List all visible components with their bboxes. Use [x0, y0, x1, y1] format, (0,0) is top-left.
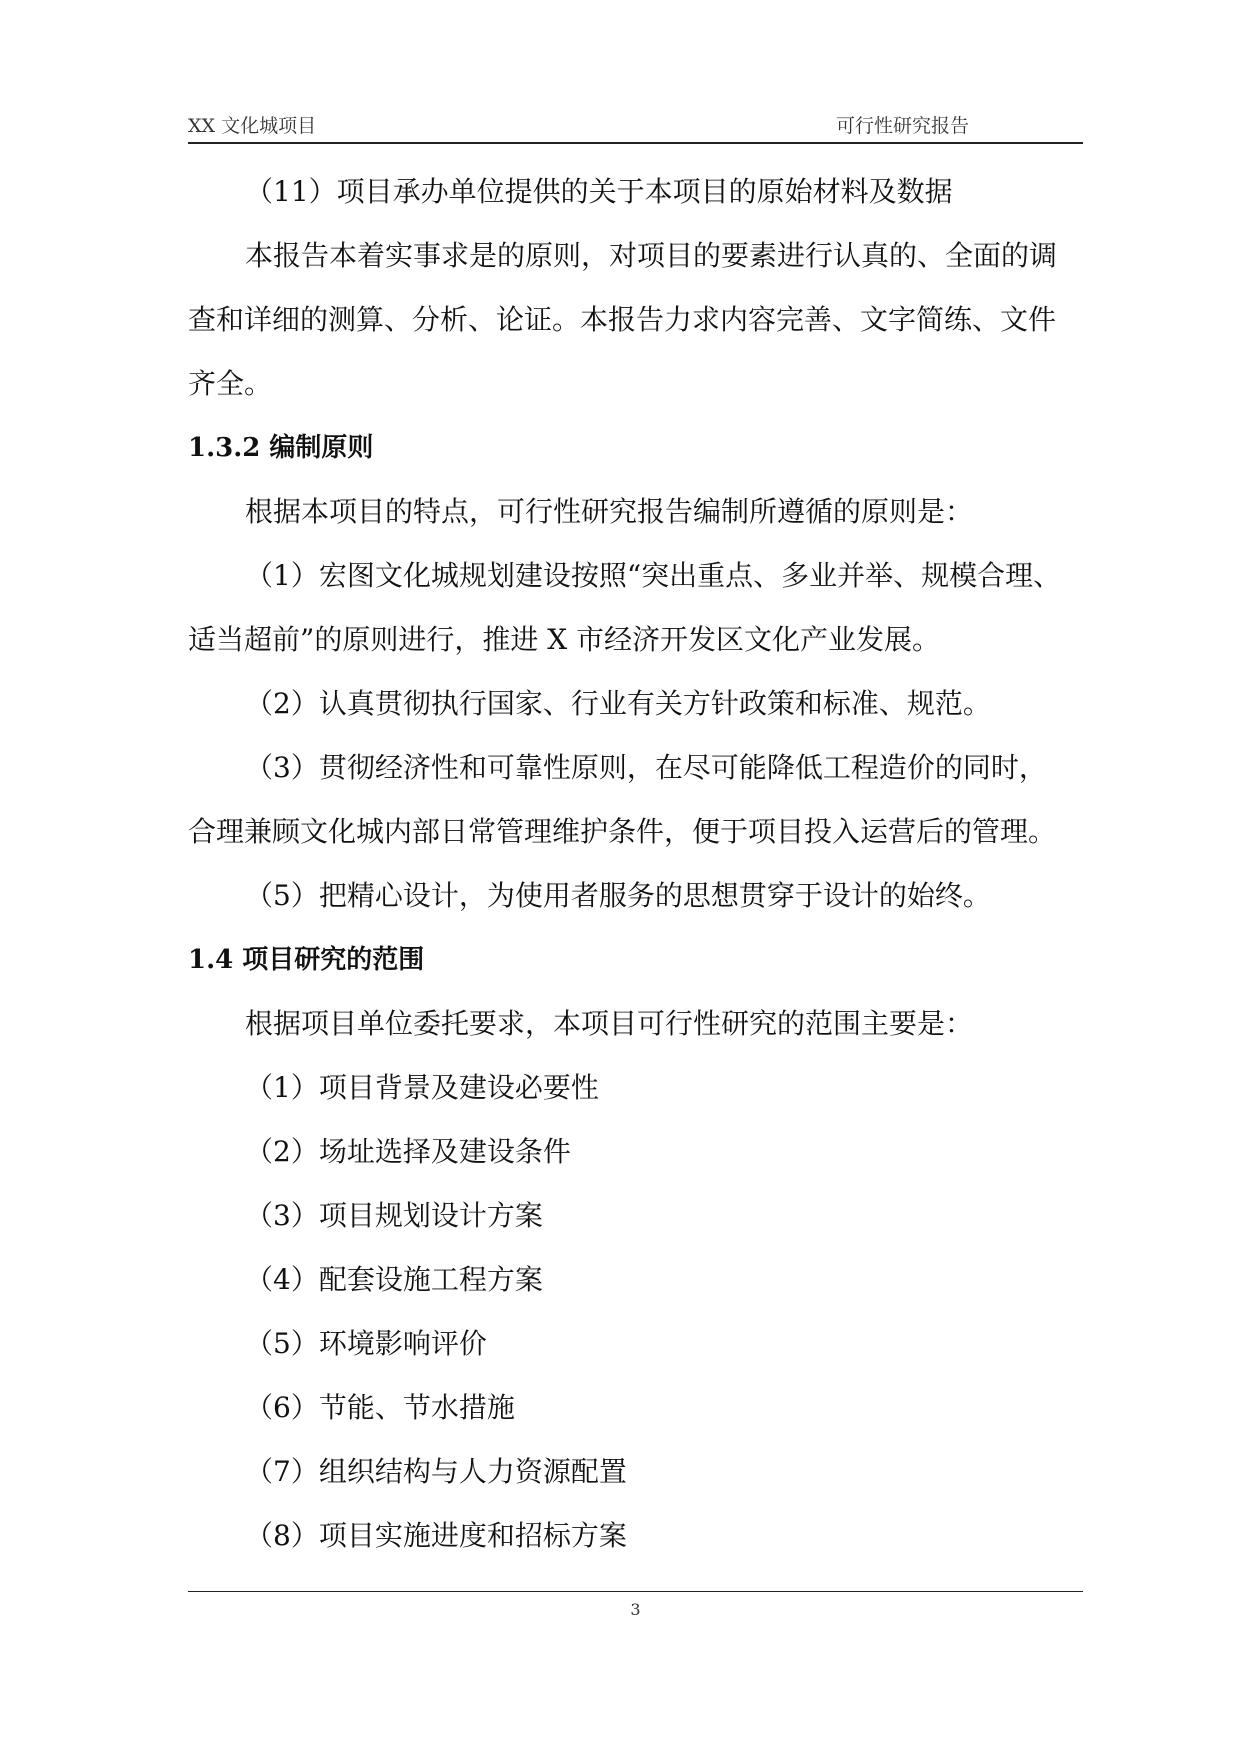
- principle-1-line-2: 适当超前”的原则进行，推进 X 市经济开发区文化产业发展。: [188, 623, 941, 656]
- page-header: [188, 112, 1083, 144]
- document-body: [188, 160, 1083, 1568]
- header-project-name: XX 文化城项目: [188, 115, 317, 137]
- principle-3-line-1: （3）贯彻经济性和可靠性原则，在尽可能降低工程造价的同时，: [245, 751, 1047, 784]
- principle-1-line-1: （1）宏图文化城规划建设按照“突出重点、多业并举、规模合理、: [245, 559, 1062, 592]
- page-number: 3: [630, 1600, 641, 1619]
- scope-item: （1）项目背景及建设必要性: [245, 1071, 599, 1104]
- paragraph-report-principle-line-1: 本报告本着实事求是的原则，对项目的要素进行认真的、全面的调: [245, 239, 1058, 272]
- principle-2: （2）认真贯彻执行国家、行业有关方针政策和标准、规范。: [245, 687, 991, 720]
- scope-item: （2）场址选择及建设条件: [245, 1135, 571, 1168]
- header-document-type: 可行性研究报告: [836, 115, 970, 137]
- paragraph-report-principle-line-2: 查和详细的测算、分析、论证。本报告力求内容完善、文字简练、文件: [188, 303, 1057, 336]
- section-heading-compilation-principles: 1.3.2 编制原则: [188, 433, 374, 463]
- paragraph-scope-intro: 根据项目单位委托要求，本项目可行性研究的范围主要是：: [245, 1007, 974, 1040]
- footer-divider: [188, 1591, 1083, 1592]
- paragraph-principles-intro: 根据本项目的特点，可行性研究报告编制所遵循的原则是：: [245, 495, 974, 528]
- scope-item: （3）项目规划设计方案: [245, 1199, 543, 1232]
- scope-item: （8）项目实施进度和招标方案: [245, 1519, 627, 1552]
- paragraph-source-materials: （11）项目承办单位提供的关于本项目的原始材料及数据: [245, 175, 953, 208]
- scope-item: （7）组织结构与人力资源配置: [245, 1455, 627, 1488]
- paragraph-report-principle-line-3: 齐全。: [188, 367, 273, 400]
- section-heading-research-scope: 1.4 项目研究的范围: [188, 945, 425, 975]
- principle-3-line-2: 合理兼顾文化城内部日常管理维护条件，便于项目投入运营后的管理。: [188, 815, 1057, 848]
- scope-item: （4）配套设施工程方案: [245, 1263, 543, 1296]
- scope-item: （6）节能、节水措施: [245, 1391, 515, 1424]
- principle-5: （5）把精心设计，为使用者服务的思想贯穿于设计的始终。: [245, 879, 991, 912]
- scope-item: （5）环境影响评价: [245, 1327, 487, 1360]
